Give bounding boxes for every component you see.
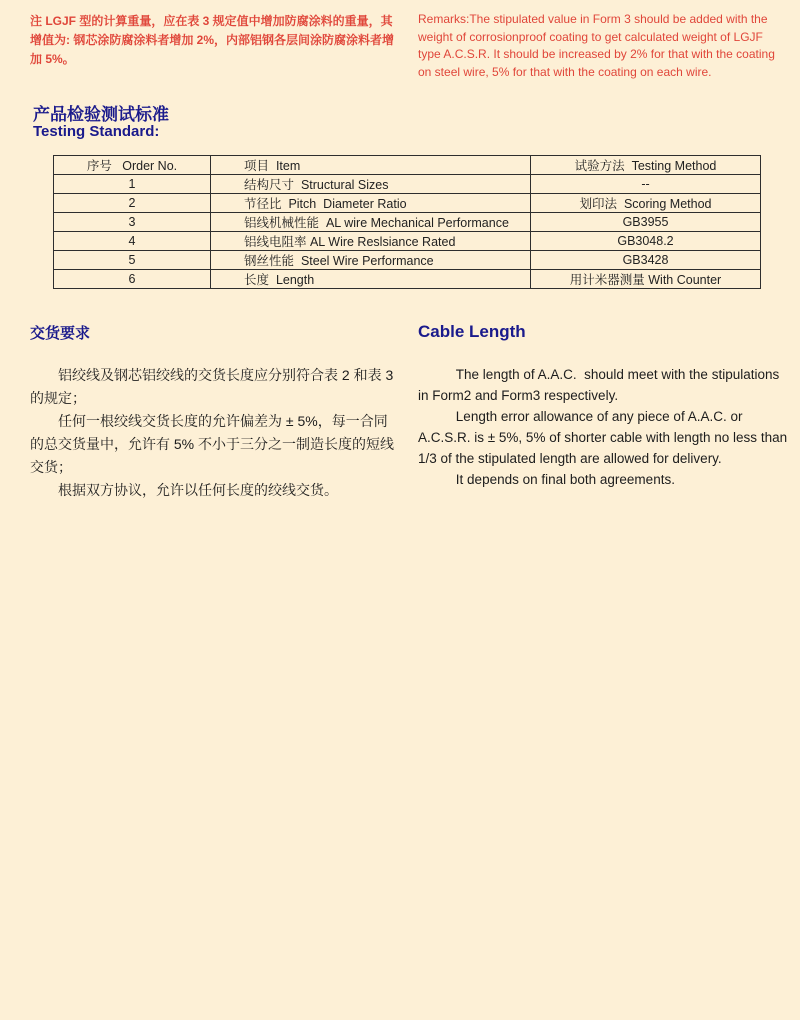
cell-method: GB3428 xyxy=(531,251,761,270)
cell-method: GB3955 xyxy=(531,213,761,232)
cell-order-no: 5 xyxy=(54,251,211,270)
delivery-requirements-section xyxy=(30,322,398,502)
table-row xyxy=(54,232,761,251)
cable-length-section xyxy=(418,322,792,490)
cell-method: GB3048.2 xyxy=(531,232,761,251)
cable-length-heading: Cable Length xyxy=(418,322,526,341)
column-header-item: 项目 Item xyxy=(211,156,531,175)
cell-method: -- xyxy=(531,175,761,194)
table-row xyxy=(54,213,761,232)
cell-order-no: 2 xyxy=(54,194,211,213)
testing-standard-heading-english: Testing Standard: xyxy=(33,123,160,140)
cell-item: 长度 Length xyxy=(211,270,531,289)
table-row xyxy=(54,194,761,213)
delivery-paragraph: 铝绞线及钢芯铝绞线的交货长度应分别符合表 2 和表 3 的规定； xyxy=(30,367,398,406)
delivery-paragraph: 任何一根绞线交货长度的允许偏差为 ± 5%，每一合同的总交货量中，允许有 5% 不小于三分之一制造长度的短线交货； xyxy=(30,413,395,475)
cell-item: 结构尺寸 Structural Sizes xyxy=(211,175,531,194)
column-header-method: 试验方法 Testing Method xyxy=(531,156,761,175)
table-row xyxy=(54,251,761,270)
cell-method: 用计米器测量 With Counter xyxy=(531,270,761,289)
cell-order-no: 1 xyxy=(54,175,211,194)
cell-method: 划印法 Scoring Method xyxy=(531,194,761,213)
cell-order-no: 6 xyxy=(54,270,211,289)
cell-item: 铝线机械性能 AL wire Mechanical Performance xyxy=(211,213,531,232)
table-row xyxy=(54,175,761,194)
remarks-note-english: Remarks:The stipulated value in Form 3 should be added with the weight of corrosionproof coating to get calculated weight of LGJF type A.C.S.R. It should be increased by 2% for that with the coating on steel wire, 5% for that with the coating on each wire. xyxy=(418,12,779,79)
cell-item: 钢丝性能 Steel Wire Performance xyxy=(211,251,531,270)
table-row xyxy=(54,270,761,289)
cell-order-no: 3 xyxy=(54,213,211,232)
remarks-note-chinese: 注 LGJF 型的计算重量，应在表 3 规定值中增加防腐涂料的重量，其增值为: 钢芯涂防腐涂料者增加 2%，内部铝钢各层间涂防腐涂料者增加 5%。 xyxy=(30,14,395,66)
delivery-requirements-heading: 交货要求 xyxy=(30,325,91,342)
testing-standard-heading-chinese: 产品检验测试标准 xyxy=(33,105,169,124)
table-header-row xyxy=(54,156,761,175)
cable-length-paragraph: The length of A.A.C. should meet with the stipulations in Form2 and Form3 respectively. xyxy=(418,367,783,403)
column-header-order-no: 序号 Order No. xyxy=(54,156,211,175)
cable-length-paragraph: It depends on final both agreements. xyxy=(455,472,675,487)
testing-standard-table xyxy=(53,155,761,289)
cell-item: 铝线电阻率 AL Wire Reslsiance Rated xyxy=(211,232,531,251)
cable-length-paragraph: Length error allowance of any piece of A.A.C. or A.C.S.R. is ± 5%, 5% of shorter cable with length no less than 1/3 of the stipulated length are allowed for delivery. xyxy=(418,409,791,466)
delivery-paragraph: 根据双方协议，允许以任何长度的绞线交货。 xyxy=(58,482,338,498)
cell-order-no: 4 xyxy=(54,232,211,251)
cell-item: 节径比 Pitch Diameter Ratio xyxy=(211,194,531,213)
